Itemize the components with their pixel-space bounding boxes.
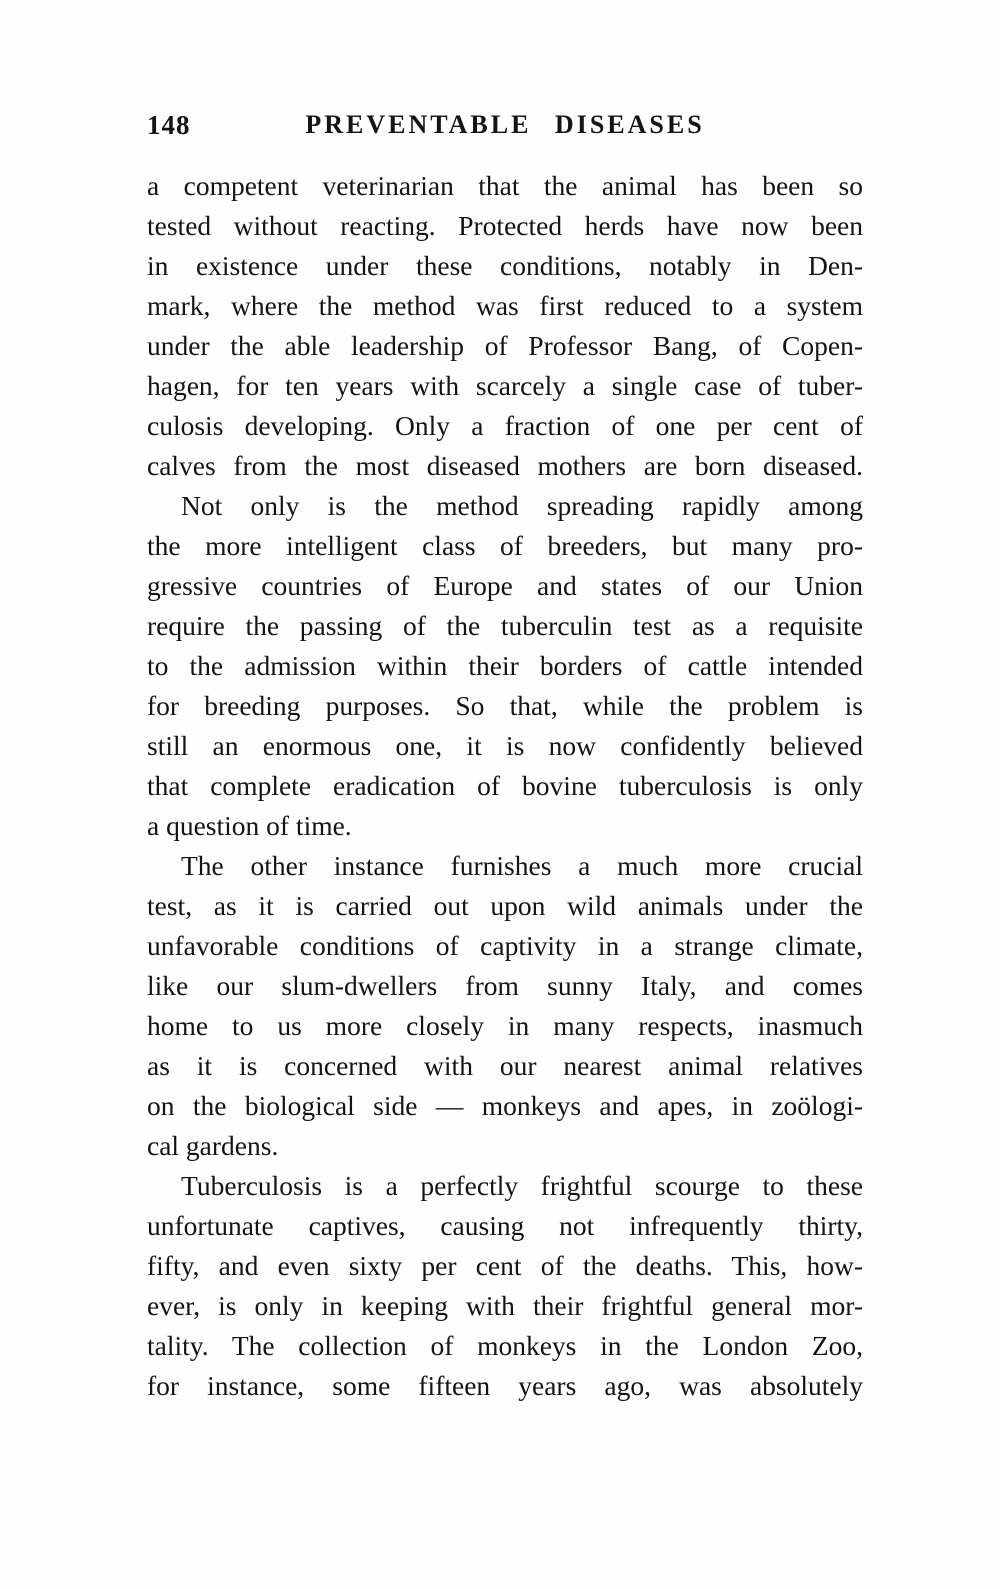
text-line: for instance, some fifteen years ago, was absolutely — [147, 1370, 863, 1401]
text-line: as it is concerned with our nearest animal relatives — [147, 1050, 863, 1081]
text-line: tality. The collection of monkeys in the London Zoo, — [147, 1330, 863, 1361]
paragraph — [147, 1166, 863, 1406]
text-line: hagen, for ten years with scarcely a single case of tuber- — [147, 370, 863, 401]
text-line: a question of time. — [147, 810, 352, 841]
text-line: test, as it is carried out upon wild animals under the — [147, 890, 863, 921]
paragraph — [147, 486, 863, 846]
text-line: on the biological side — monkeys and apes, in zoölogi- — [147, 1090, 863, 1121]
text-line: mark, where the method was first reduced to a system — [147, 290, 863, 321]
text-line: require the passing of the tuberculin test as a requisite — [147, 610, 863, 641]
text-line: in existence under these conditions, notably in Den- — [147, 250, 863, 281]
text-line: that complete eradication of bovine tuberculosis is only — [147, 770, 863, 801]
text-line: still an enormous one, it is now confidently believed — [147, 730, 863, 761]
paragraph — [147, 846, 863, 1166]
running-title: PREVENTABLE DISEASES — [305, 110, 705, 139]
page-header — [147, 110, 863, 144]
text-line: for breeding purposes. So that, while the problem is — [147, 690, 863, 721]
text-line: gressive countries of Europe and states of our Union — [147, 570, 863, 601]
text-line: a competent veterinarian that the animal has been so — [147, 170, 863, 201]
text-line: Tuberculosis is a perfectly frightful scourge to these — [181, 1170, 863, 1201]
text-line: culosis developing. Only a fraction of one per cent of — [147, 410, 863, 441]
text-line: ever, is only in keeping with their frightful general mor- — [147, 1290, 863, 1321]
page-body — [147, 166, 863, 1406]
text-line: The other instance furnishes a much more crucial — [181, 850, 863, 881]
text-line: unfortunate captives, causing not infrequently thirty, — [147, 1210, 863, 1241]
text-line: to the admission within their borders of cattle intended — [147, 650, 863, 681]
page-number: 148 — [147, 110, 191, 140]
text-line: home to us more closely in many respects, inasmuch — [147, 1010, 863, 1041]
text-line: unfavorable conditions of captivity in a strange climate, — [147, 930, 863, 961]
text-line: calves from the most diseased mothers are born diseased. — [147, 450, 863, 481]
text-line: Not only is the method spreading rapidly among — [181, 490, 863, 521]
text-line: the more intelligent class of breeders, but many pro- — [147, 530, 863, 561]
text-line: fifty, and even sixty per cent of the deaths. This, how- — [147, 1250, 863, 1281]
text-line: like our slum-dwellers from sunny Italy, and comes — [147, 970, 863, 1001]
text-line: cal gardens. — [147, 1130, 279, 1161]
text-line: tested without reacting. Protected herds have now been — [147, 210, 863, 241]
paragraph — [147, 166, 863, 486]
text-line: under the able leadership of Professor Bang, of Copen- — [147, 330, 863, 361]
